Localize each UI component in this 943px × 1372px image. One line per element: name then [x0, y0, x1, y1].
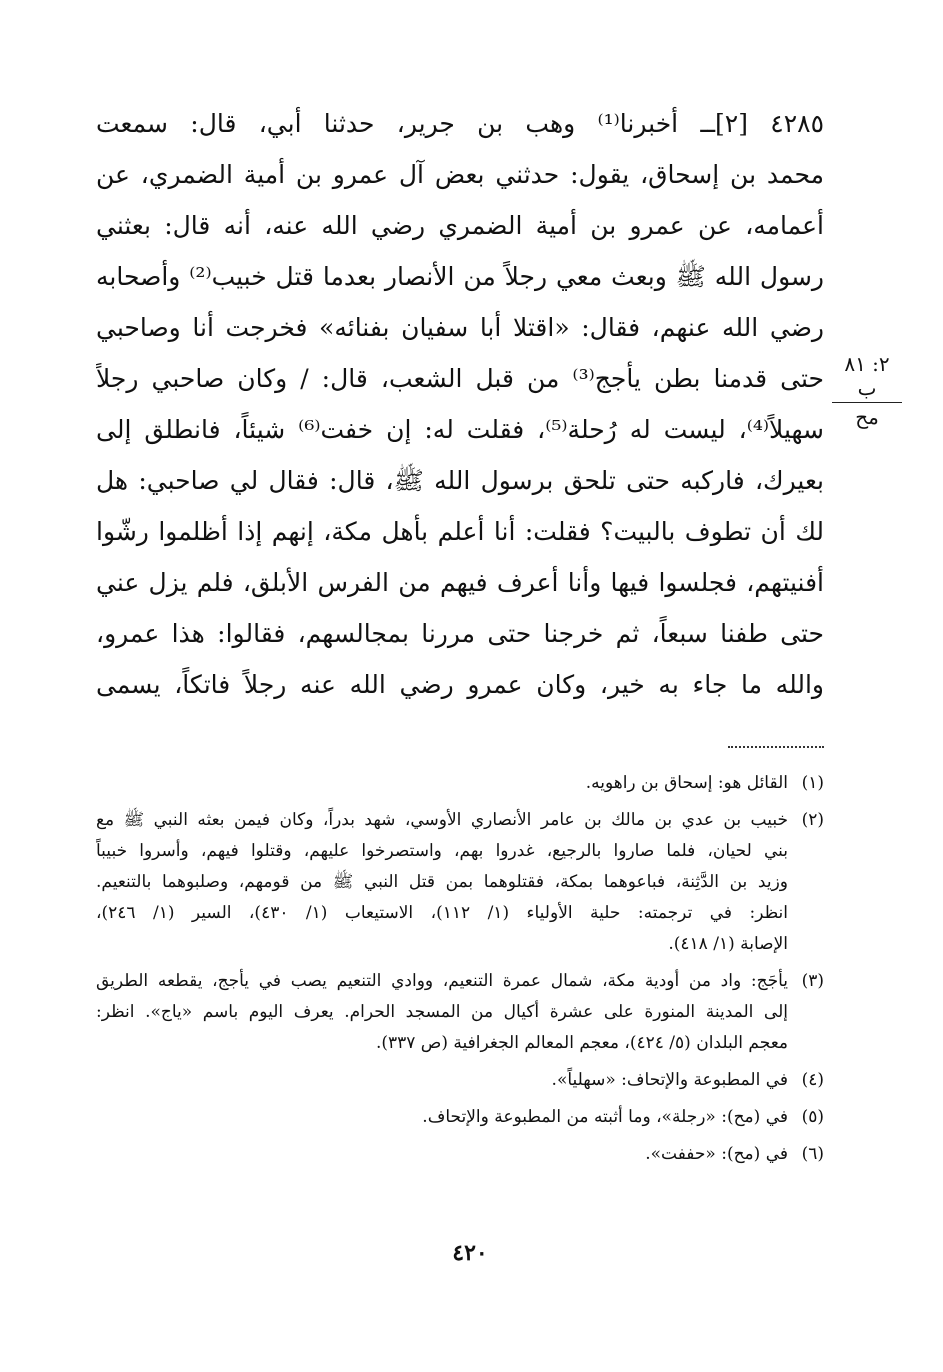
text-line: أعمامه، عن عمرو بن أمية الضمري رضي الله عنه، أنه قال: بعثني [96, 211, 824, 240]
footnote [96, 805, 824, 960]
footnote-line: انظر: في ترجمته: حلية الأولياء (١/ ١١٢)، الاستيعاب (١/ ٤٣٠)، السير (١/ ٢٤٦)، [96, 903, 788, 923]
footnote-number: (٥) [801, 1107, 824, 1127]
footnote-number: (١) [801, 773, 824, 793]
page-number: ٤٢٠ [452, 1240, 488, 1266]
footnote-line: القائل هو: إسحاق بن راهويه. [585, 773, 788, 793]
footnote-line: خبيب بن عدي بن مالك بن عامر الأنصاري الأوسي، شهد بدراً، وكان فيمن بعثه النبي ﷺ مع [96, 810, 788, 830]
footnote-line: في (مح): «رجلة»، وما أثبته من المطبوعة والإتحاف. [422, 1107, 788, 1127]
footnote-divider [728, 746, 824, 748]
text-line: رضي الله عنهم، فقال: «اقتلا أبا سفيان بفنائه» فخرجت أنا وصاحبي [96, 313, 824, 342]
footnote-line: وزيد بن الدَّثِنة، فباعوهما بمكة، فقتلوهما بمن قتل النبي ﷺ من قومهم، وصلبوهما بالتنعيم. [96, 872, 788, 892]
footnote-line: بني لحيان، فلما صاروا بالرجيع، غدروا بهم، واستصرخوا عليهم، وقتلوا فيهم، وأسروا خبيباً [96, 841, 788, 861]
text-line: سهيلاً⁽⁴⁾، ليست له رُحلة⁽⁵⁾، فقلت له: إن خفت⁽⁶⁾ شيئاً، فانطلق إلى [96, 415, 824, 444]
footnote-line: في المطبوعة والإتحاف: «سهلياً». [551, 1070, 788, 1090]
footnote [96, 1139, 824, 1170]
footnotes [96, 768, 824, 1176]
text-line: بعيرك، فاركبه حتى تلحق برسول الله ﷺ، قال: فقال لي صاحبي: هل [96, 466, 824, 495]
footnote-line: الإصابة (١/ ٤١٨). [668, 934, 788, 954]
text-line: حتى قدمنا بطن يأجج⁽³⁾ من قبل الشعب، قال: / وكان صاحبي رجلاً [96, 364, 824, 393]
text-line: لك أن تطوف بالبيت؟ فقلت: أنا أعلم بأهل مكة، إنهم إذا أظلموا رشّوا [96, 517, 824, 546]
footnote-number: (٦) [801, 1144, 824, 1164]
footnote [96, 768, 824, 799]
text-line: رسول الله ﷺ وبعث معي رجلاً من الأنصار بعدما قتل خبيب⁽²⁾ وأصحابه [96, 262, 824, 291]
text-line: والله ما جاء به خير، وكان عمرو رضي الله عنه رجلاً فاتكاً، يسمى [96, 670, 824, 699]
footnote [96, 966, 824, 1059]
text-line: محمد بن إسحاق، يقول: حدثني بعض آل عمرو بن أمية الضمري، عن [96, 160, 824, 189]
manuscript-folio-note [832, 352, 902, 429]
footnote-number: (٣) [801, 971, 824, 991]
main-text [96, 98, 824, 710]
text-line: حتى طفنا سبعاً، ثم خرجنا حتى مررنا بمجالسهم، فقالوا: هذا عمرو، [96, 619, 824, 648]
footnote [96, 1065, 824, 1096]
footnote-number: (٤) [801, 1070, 824, 1090]
text-line: ٤٢٨٥ [٢]ــ أخبرنا⁽¹⁾ وهب بن جرير، حدثنا أبي، قال: سمعت [96, 109, 824, 138]
footnote-line: في (مح): «حففت». [645, 1144, 788, 1164]
footnote-number: (٢) [801, 810, 824, 830]
footnote [96, 1102, 824, 1133]
footnote-line: إلى المدينة المنورة على عشرة أكيال من المسجد الحرام. يعرف اليوم باسم «ياج». انظر: [96, 1002, 788, 1022]
folio-reference: ٢: ٨١ ب [832, 352, 902, 403]
footnote-line: يأجَج: واد من أودية مكة، شمال عمرة التنعيم، ووادي التنعيم يصب في يأجج، يقطعه الطريق [96, 971, 788, 991]
text-line: أفنيتهم، فجلسوا فيها وأنا أعرف فيهم من الفرس الأبلق، فلم يزل عني [96, 568, 824, 597]
footnote-line: معجم البلدان (٥/ ٤٢٤)، معجم المعالم الجغرافية (ص ٣٣٧). [375, 1033, 788, 1053]
manuscript-siglum: مح [855, 405, 879, 429]
